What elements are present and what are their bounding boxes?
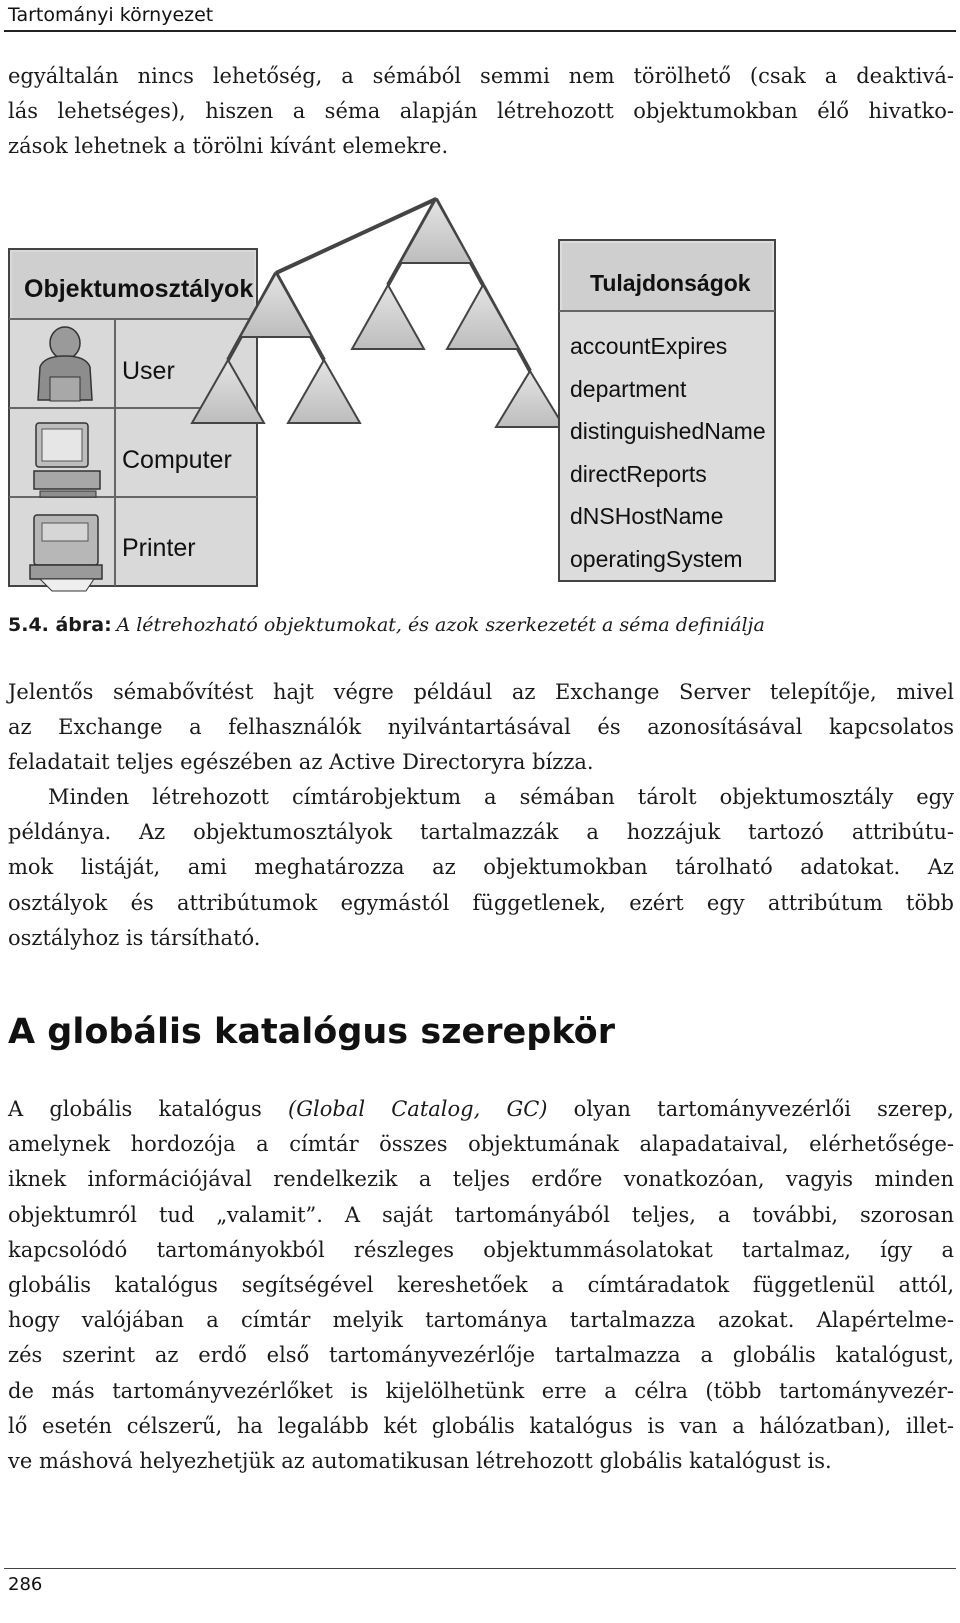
figure-caption-text: A létrehozható objektumokat, és azok szerkezetét a séma definiálja xyxy=(116,614,765,636)
attribute-name: directReports xyxy=(570,461,707,487)
text-line: osztályok és attribútumok egymástól függetlenek, ezért egy attribútum több xyxy=(8,890,954,915)
text-line: egyáltalán nincs lehetőség, a sémából semmi nem törölhető (csak a deaktivá- xyxy=(8,64,954,88)
text-line: zások lehetnek a törölni kívánt elemekre. xyxy=(8,134,449,159)
paragraph-intro xyxy=(8,59,954,165)
text-line: az Exchange a felhasználók nyilvántartásával és azonosításával kapcsolatos xyxy=(8,715,954,740)
printer-icon xyxy=(30,515,102,591)
text-line: Jelentős sémabővítést hajt végre például az Exchange Server telepítője, mivel xyxy=(8,680,954,704)
term-italic: (Global Catalog, GC) xyxy=(288,1097,548,1121)
object-class-label: Computer xyxy=(122,446,232,474)
text-line: példánya. Az objektumosztályok tartalmazzák a hozzájuk tartozó attribútu- xyxy=(8,820,954,845)
attributes-title: Tulajdonságok xyxy=(590,270,751,296)
text-line: lás lehetséges), hiszen a séma alapján létrehozott objektumokban élő hivatko- xyxy=(8,99,954,124)
text-line: mok listáját, ami meghatározza az objektumokban tárolható adatokat. Az xyxy=(8,855,954,880)
text-line: feladatait teljes egészében az Active Directoryra bízza. xyxy=(8,750,594,775)
text-run: A globális katalógus xyxy=(8,1097,289,1121)
text-line: hogy valójában a címtár melyik tartománya tartalmazza azokat. Alapértelme- xyxy=(8,1308,954,1333)
paragraph-global-catalog xyxy=(8,1092,954,1479)
attribute-name: department xyxy=(570,376,687,402)
attribute-name: dNSHostName xyxy=(570,503,724,529)
text-line: Minden létrehozott címtárobjektum a sémában tárolt objektumosztály egy xyxy=(48,785,954,809)
running-header: Tartományi környezet xyxy=(8,4,214,26)
schema-figure xyxy=(0,195,960,605)
text-line: ve máshová helyezhetjük az automatikusan létrehozott globális katalógust is. xyxy=(8,1449,832,1474)
attribute-name: accountExpires xyxy=(570,333,728,359)
page-number: 286 xyxy=(8,1574,43,1595)
text-line xyxy=(8,1092,954,1127)
footer-divider xyxy=(4,1568,956,1569)
attribute-name: distinguishedName xyxy=(570,418,766,444)
text-line: kapcsolódó tartományokból részleges objektummásolatokat tartalmaz, így a xyxy=(8,1237,954,1262)
text-line: zés szerint az erdő első tartományvezérlője tartalmazza a globális katalógust, xyxy=(8,1343,954,1368)
text-line: objektumról tud „valamit”. A saját tartományából teljes, a további, szorosan xyxy=(8,1202,954,1227)
text-line: globális katalógus segítségével kereshetőek a címtáradatok függetlenül attól, xyxy=(8,1273,954,1298)
object-class-label: Printer xyxy=(122,534,196,562)
object-class-label: User xyxy=(122,357,175,385)
text-run: olyan tartományvezérlői szerep, xyxy=(547,1097,954,1121)
text-line: lő esetén célszerű, ha legalább két globális katalógus is van a hálózatban), illet- xyxy=(8,1413,954,1438)
text-line: osztályhoz is társítható. xyxy=(8,925,261,950)
header-divider xyxy=(4,30,956,32)
section-heading: A globális katalógus szerepkör xyxy=(8,1012,615,1052)
figure-number: 5.4. ábra: xyxy=(8,614,112,636)
figure-caption xyxy=(8,614,765,637)
text-line: amelynek hordozója a címtár összes objektumának alapadataival, elérhetősége- xyxy=(8,1132,954,1157)
text-line: iknek információjával rendelkezik a teljes erdőre vonatkozóan, vagyis minden xyxy=(8,1167,954,1192)
attribute-name: operatingSystem xyxy=(570,546,743,572)
object-classes-title: Objektumosztályok xyxy=(24,275,254,303)
paragraph-object-classes xyxy=(8,780,954,956)
paragraph-exchange xyxy=(8,675,954,781)
text-line: de más tartományvezérlőket is kijelölhetünk erre a célra (több tartományvezér- xyxy=(8,1378,954,1403)
